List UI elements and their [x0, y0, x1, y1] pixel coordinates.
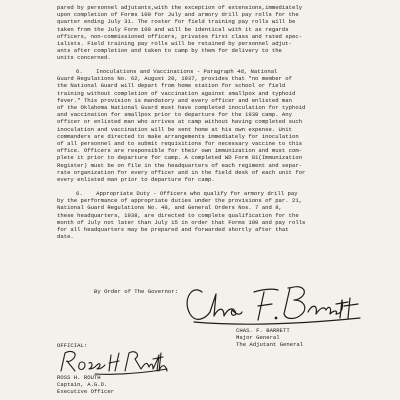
text-line: officers, non-commissioned officers, privates first class and rated spec- [57, 32, 303, 40]
text-line: by the performance of appropriate duties under the provisions of par. 21, [57, 197, 303, 205]
text-line: for all headquarters may be prepared and forwarded shortly after that [57, 226, 289, 233]
text-line: quarter ending July 31. The roster for field training pay rolls will be [57, 18, 296, 26]
executive-officer-signature [55, 347, 170, 377]
text-line: inoculation and vaccination will be sent home at his own expense. Unit [57, 125, 292, 133]
paragraph-heading-line: 6. Appropriate Duty - Officers who qualify for armory drill pay [76, 190, 298, 197]
text-line: ialists. Field training pay rolls will be retained by personnel adjut- [57, 40, 292, 47]
text-line: office. Officers are responsible for their own immunization and must com- [57, 147, 303, 155]
text-line: of the Oklahoma National Guard must have completed inoculation for typhoid [57, 104, 306, 111]
text-line: ants after completion and taken to camp by them for delivery to the [57, 47, 282, 55]
text-line: every enlisted man prior to departure for camp. [57, 176, 215, 183]
signer-name: CHAS. F. BARRETT [236, 327, 290, 334]
text-line: month of July not later than July 15 in order that Forms 100 and pay rolls [57, 218, 306, 226]
official-title: Executive Officer [57, 388, 115, 396]
text-line: date. [57, 233, 74, 241]
text-line: rate organization for every officer and in the field desk of each unit for [57, 168, 306, 176]
order-line: By Order of The Governor: [94, 288, 178, 295]
official-name: ROSS H. ROUTH [57, 374, 101, 381]
text-line: the National Guard will depart from home station for school or field [57, 82, 286, 90]
signer-rank: Major General [236, 334, 280, 342]
text-line: National Guard Regulations No. 48, and General Orders Nos. 7 and 8, [57, 204, 282, 212]
official-rank: Captain, A.G.D. [57, 381, 108, 389]
text-line: Register) must be on file in the headquarters of each regiment and separ- [57, 161, 303, 169]
text-line: fever." This provision is mandatory and every officer and enlisted man [57, 96, 292, 104]
text-line: units concerned. [57, 54, 111, 62]
text-line: upon completion of Forms 100 for July and armory drill pay rolls for the [57, 11, 299, 19]
text-line: taken from the July Form 100 and will be identical with it as regards [57, 25, 289, 33]
text-line: Guard Regulations No. 62, August 20, 1937, provides that "no member of [57, 75, 292, 83]
text-line: training without completion of vaccination against smallpox and typhoid [57, 89, 296, 97]
text-line: officer or enlisted man who arrives at camp without having completed such [57, 118, 303, 126]
text-line: of all personnel and to submit requisitions for necessary vaccine to this [57, 140, 303, 147]
text-line: and vaccination for smallpox prior to departure for the 1938 camp. Any [57, 111, 292, 119]
adjutant-general-signature [180, 270, 370, 332]
text-line: plete it prior to departure for camp. A completed WD Form 81(Immunization [57, 154, 303, 162]
text-line: these headquarters, 1938, are directed to complete qualification for the [57, 211, 299, 219]
paragraph-heading-line: 6. Inoculations and Vaccinations - Paragraph 4d, National [76, 68, 278, 75]
text-line: commanders are directed to make arrangements immediately for inoculation [57, 132, 299, 140]
signer-title: The Adjutant General [236, 341, 304, 349]
official-label: OFFICIAL: [57, 342, 88, 349]
text-line: pared by personnel adjutants,with the exception of extensions,immediately [57, 4, 303, 11]
